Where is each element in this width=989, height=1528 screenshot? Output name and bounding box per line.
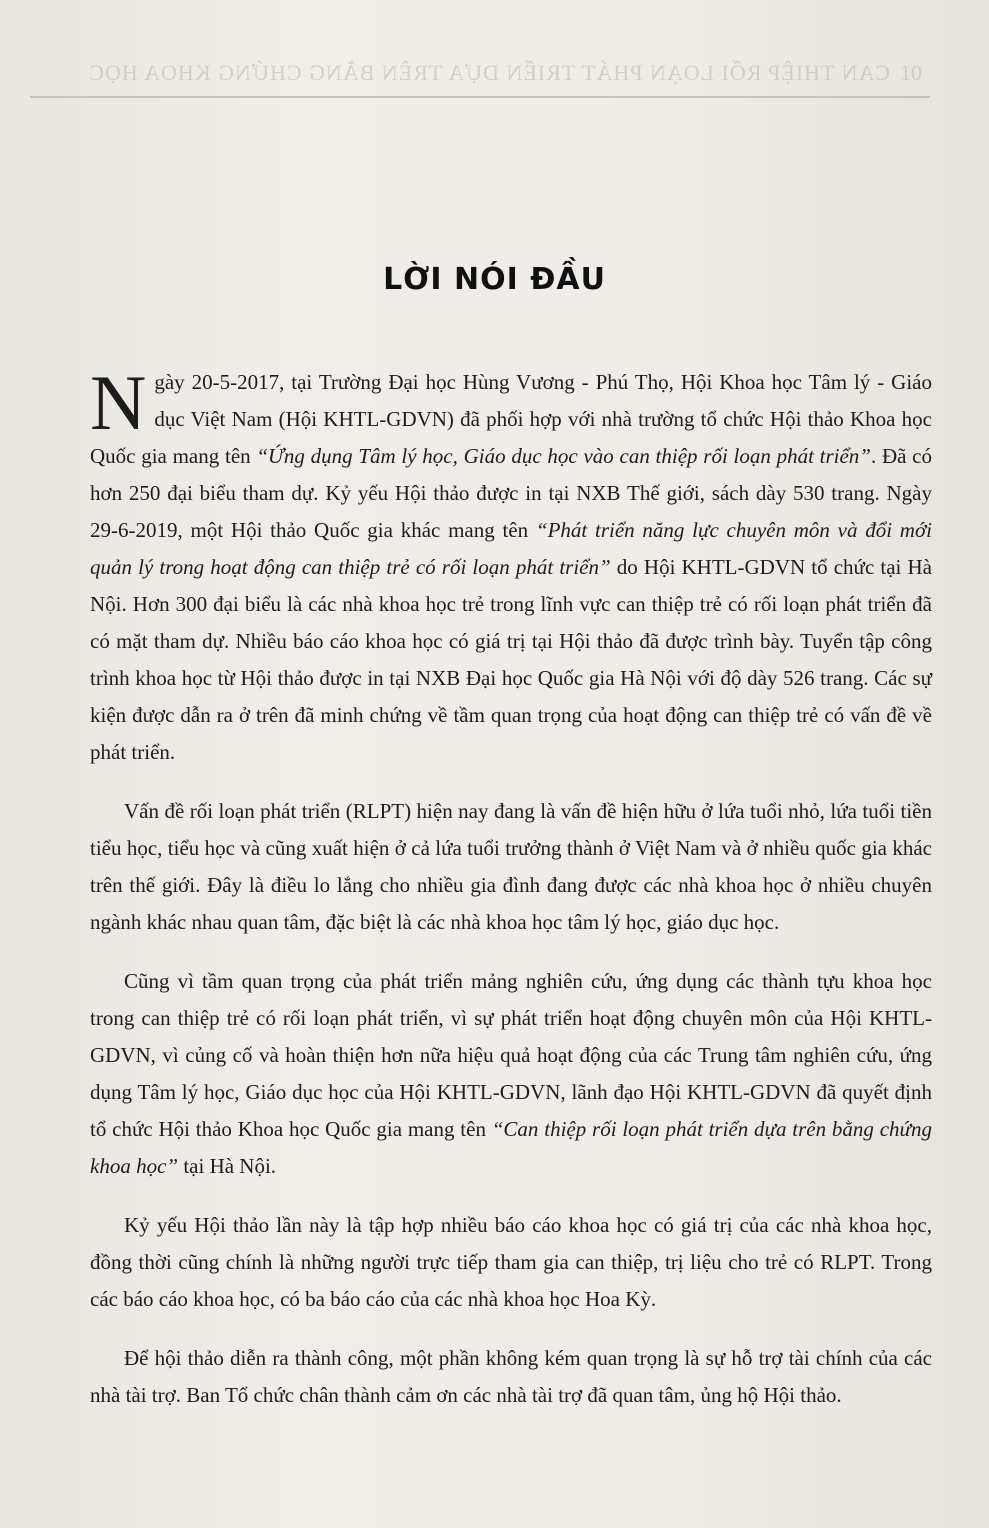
page-number-showthrough: 10	[900, 60, 922, 85]
paragraph-3: Cũng vì tầm quan trọng của phát triển mảng nghiên cứu, ứng dụng các thành tựu khoa học trong can thiệp trẻ có rối loạn phát triển, vì sự phát triển hoạt động chuyên môn của Hội KHTL-GDVN, vì củng cố và hoàn thiện hơn nữa hiệu quả hoạt động của các Trung tâm nghiên cứu, ứng dụng Tâm lý học, Giáo dục học của Hội KHTL-GDVN, lãnh đạo Hội KHTL-GDVN đã quyết định tổ chức Hội thảo Khoa học Quốc gia mang tên “Can thiệp rối loạn phát triển dựa trên bằng chứng khoa học” tại Hà Nội.	[90, 969, 932, 1178]
page-title: LỜI NÓI ĐẦU	[383, 262, 606, 297]
paragraph-2: Vấn đề rối loạn phát triển (RLPT) hiện nay đang là vấn đề hiện hữu ở lứa tuổi nhỏ, lứa tuổi tiền tiểu học, tiểu học và cũng xuất hiện ở cả lứa tuổi trưởng thành ở Việt Nam và ở nhiều quốc gia khác trên thế giới. Đây là điều lo lắng cho nhiều gia đình đang được các nhà khoa học ở nhiều chuyên ngành khác nhau quan tâm, đặc biệt là các nhà khoa học tâm lý học, giáo dục học.	[90, 799, 932, 934]
paragraph-1: Ngày 20-5-2017, tại Trường Đại học Hùng Vương - Phú Thọ, Hội Khoa học Tâm lý - Giáo dục Việt Nam (Hội KHTL-GDVN) đã phối hợp với nhà trường tổ chức Hội thảo Khoa học Quốc gia mang tên “Ứng dụng Tâm lý học, Giáo dục học vào can thiệp rối loạn phát triển”. Đã có hơn 250 đại biểu tham dự. Kỷ yếu Hội thảo được in tại NXB Thế giới, sách dày 530 trang. Ngày 29-6-2019, một Hội thảo Quốc gia khác mang tên “Phát triển năng lực chuyên môn và đổi mới quản lý trong hoạt động can thiệp trẻ có rối loạn phát triển” do Hội KHTL-GDVN tổ chức tại Hà Nội. Hơn 300 đại biểu là các nhà khoa học trẻ trong lĩnh vực can thiệp trẻ có rối loạn phát triển đã có mặt tham dự. Nhiều báo cáo khoa học có giá trị tại Hội thảo đã được trình bày. Tuyển tập công trình khoa học từ Hội thảo được in tại NXB Đại học Quốc gia Hà Nội với độ dày 526 trang. Các sự kiện được dẫn ra ở trên đã minh chứng về tầm quan trọng của hoạt động can thiệp trẻ có vấn đề về phát triển.	[90, 359, 933, 764]
paragraph-4: Kỷ yếu Hội thảo lần này là tập hợp nhiều báo cáo khoa học có giá trị của các nhà khoa học, đồng thời cũng chính là những người trực tiếp tham gia can thiệp, trị liệu cho trẻ có RLPT. Trong các báo cáo khoa học, có ba báo cáo của các nhà khoa học Hoa Kỳ.	[90, 1213, 932, 1311]
preface-body	[90, 359, 933, 1436]
running-head-showthrough: CAN THIỆP RỐI LOẠN PHÁT TRIỂN DỰA TRÊN BẰNG CHỨNG KHOA HỌC	[88, 60, 890, 85]
paragraph-5: Để hội thảo diễn ra thành công, một phần không kém quan trọng là sự hỗ trợ tài chính của các nhà tài trợ. Ban Tổ chức chân thành cảm ơn các nhà tài trợ đã quan tâm, ủng hộ Hội thảo.	[90, 1346, 932, 1407]
header-rule	[30, 96, 930, 98]
drop-cap: N	[90, 359, 147, 446]
